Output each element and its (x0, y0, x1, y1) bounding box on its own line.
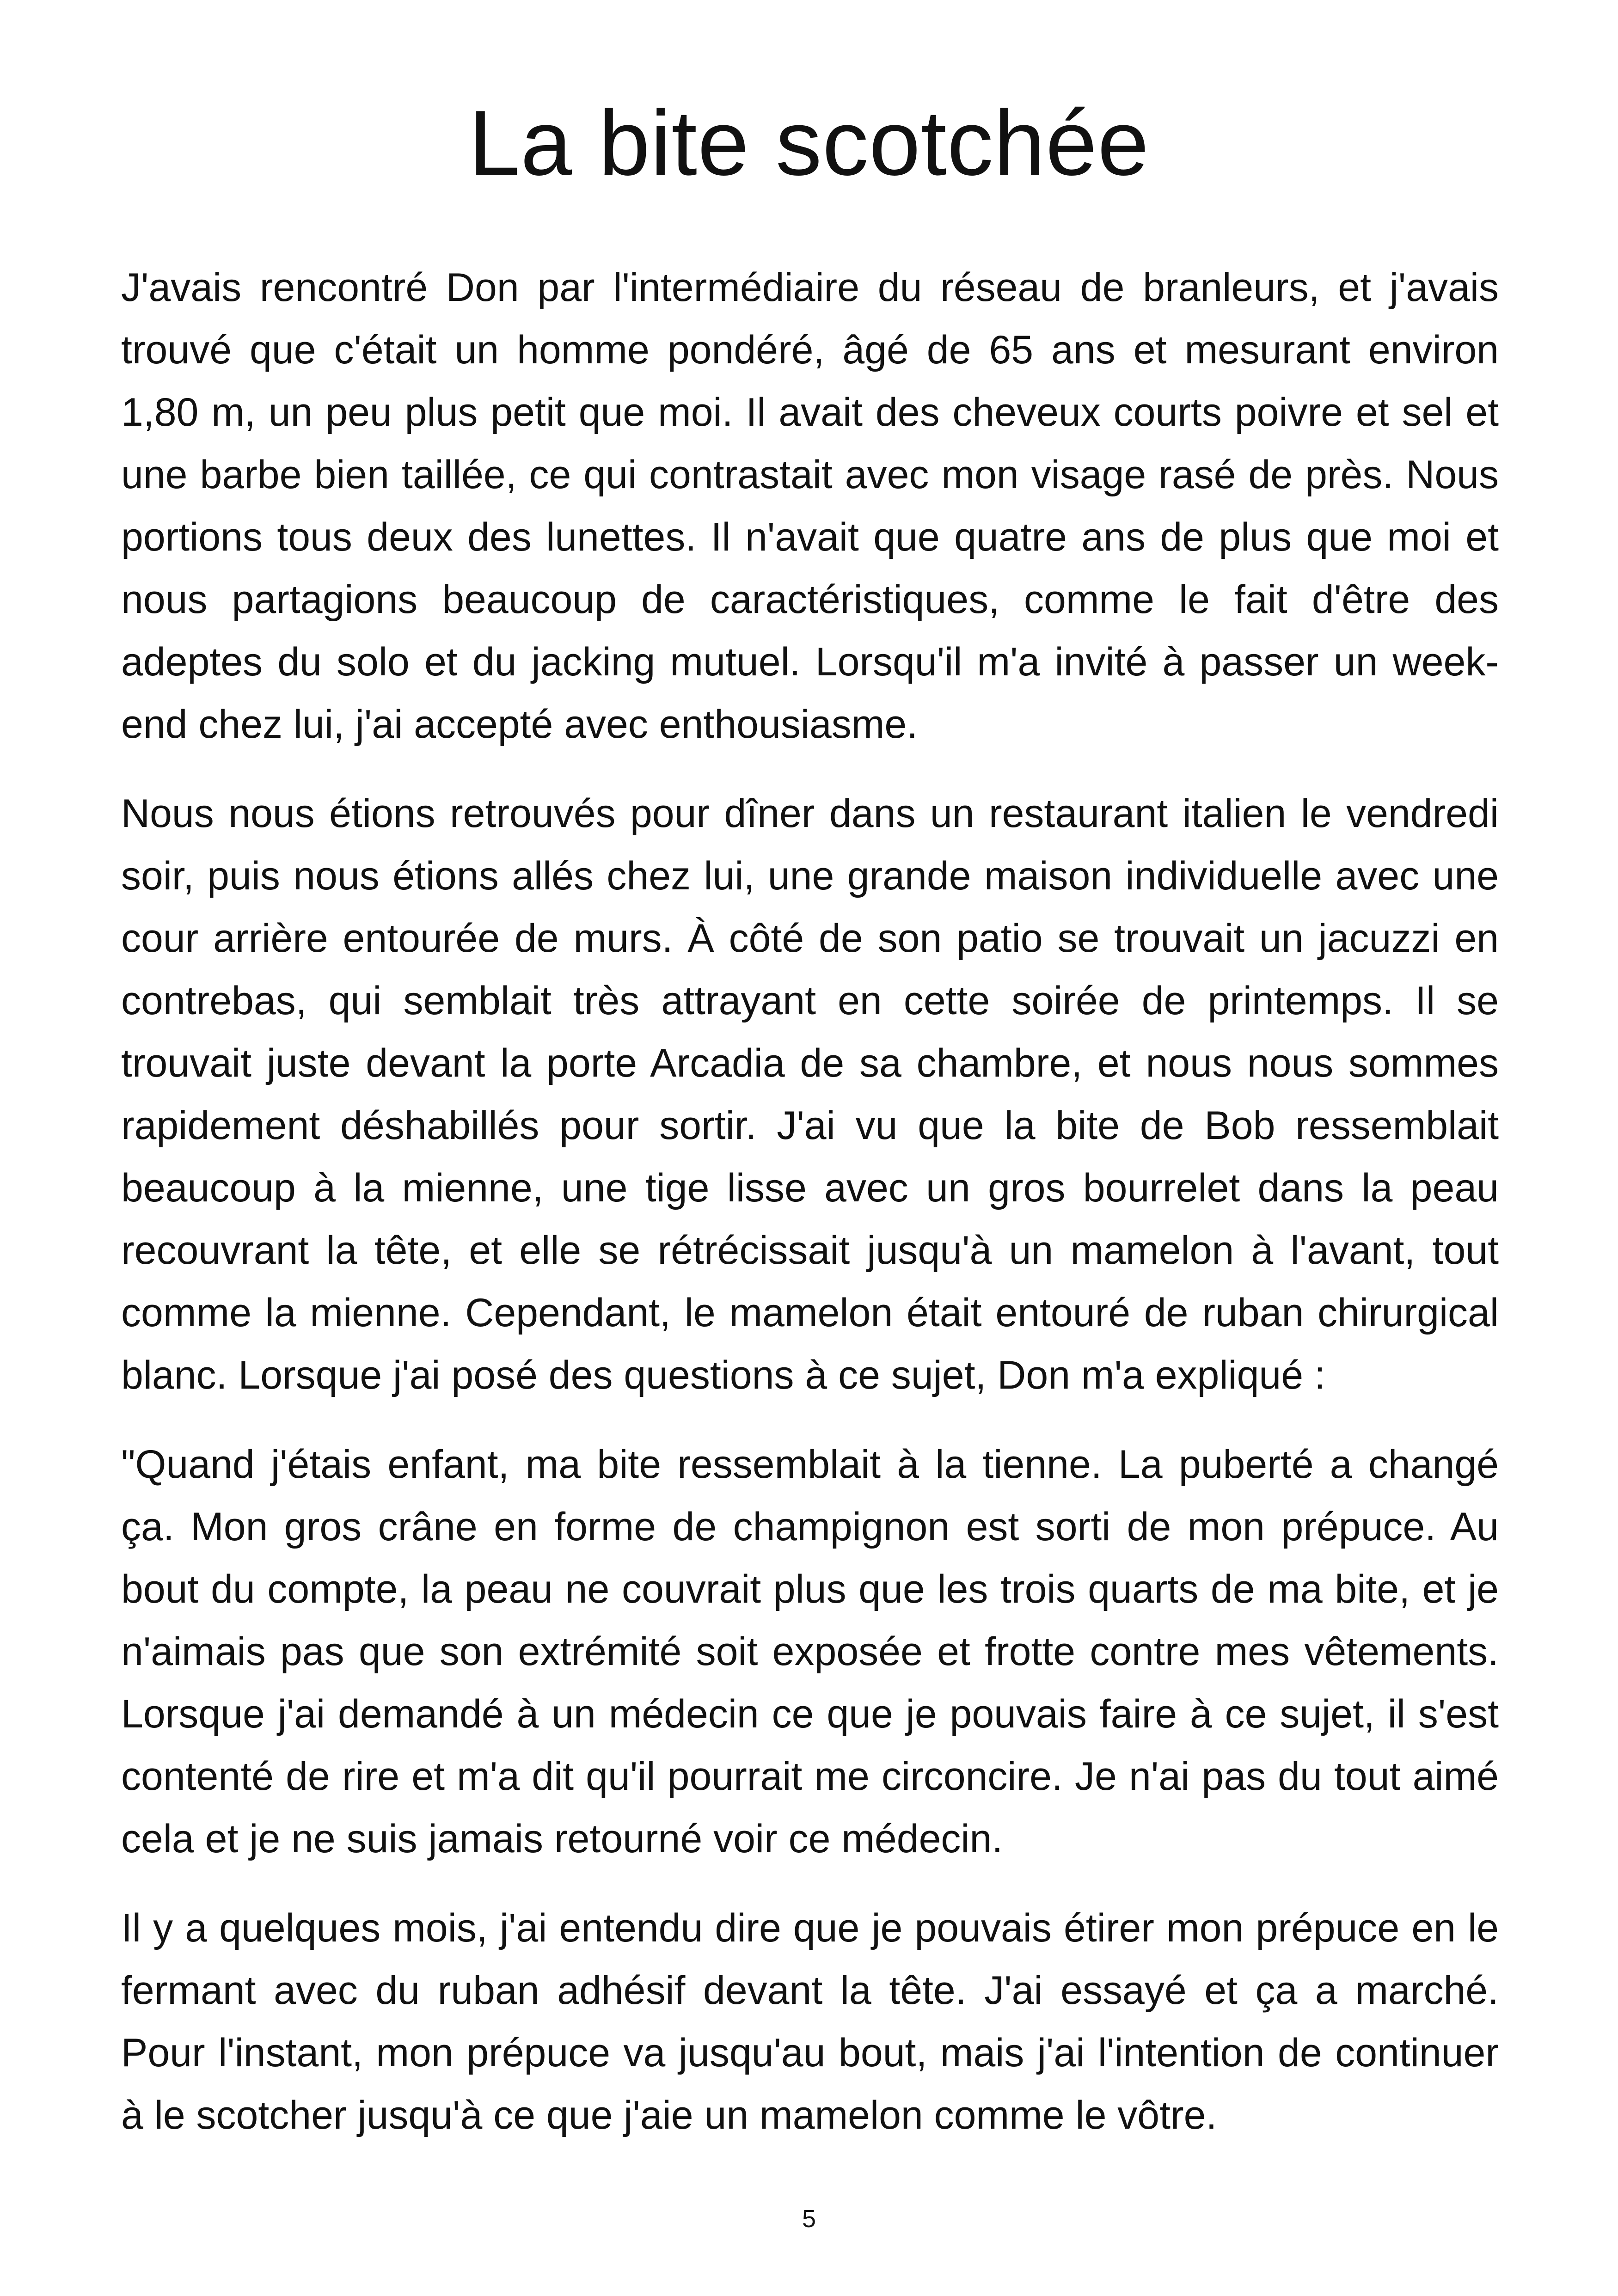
paragraph: "Quand j'étais enfant, ma bite ressemblait à la tienne. La puberté a changé ça. Mon gros crâne en forme de champignon est sorti de mon prépuce. Au bout du compte, la peau ne couvrait plus que les trois quarts de ma bite, et je n'aimais pas que son extrémité soit exposée et frotte contre mes vêtements. Lorsque j'ai demandé à un médecin ce que je pouvais faire à ce sujet, il s'est contenté de rire et m'a dit qu'il pourrait me circoncire. Je n'ai pas du tout aimé cela et je ne suis jamais retourné voir ce médecin. (121, 1442, 1499, 1861)
document-title: La bite scotchée (468, 92, 1150, 195)
paragraph: Nous nous étions retrouvés pour dîner dans un restaurant italien le vendredi soir, puis nous étions allés chez lui, une grande maison individuelle avec une cour arrière entourée de murs. À côté de son patio se trouvait un jacuzzi en contrebas, qui semblait très attrayant en cette soirée de printemps. Il se trouvait juste devant la porte Arcadia de sa chambre, et nous nous sommes rapidement déshabillés pour sortir. J'ai vu que la bite de Bob ressemblait beaucoup à la mienne, une tige lisse avec un gros bourrelet dans la peau recouvrant la tête, et elle se rétrécissait jusqu'à un mamelon à l'avant, tout comme la mienne. Cependant, le mamelon était entouré de ruban chirurgical blanc. Lorsque j'ai posé des questions à ce sujet, Don m'a expliqué : (121, 791, 1499, 1397)
paragraph: Il y a quelques mois, j'ai entendu dire que je pouvais étirer mon prépuce en le fermant avec du ruban adhésif devant la tête. J'ai essayé et ça a marché. Pour l'instant, mon prépuce va jusqu'au bout, mais j'ai l'intention de continuer à le scotcher jusqu'à ce que j'aie un mamelon comme le vôtre. (121, 1906, 1499, 2137)
document-body (121, 257, 1499, 2174)
page-number: 5 (802, 2205, 816, 2233)
paragraph: J'avais rencontré Don par l'intermédiaire du réseau de branleurs, et j'avais trouvé que c'était un homme pondéré, âgé de 65 ans et mesurant environ 1,80 m, un peu plus petit que moi. Il avait des cheveux courts poivre et sel et une barbe bien taillée, ce qui contrastait avec mon visage rasé de près. Nous portions tous deux des lunettes. Il n'avait que quatre ans de plus que moi et nous partagions beaucoup de caractéristiques, comme le fait d'être des adeptes du solo et du jacking mutuel. Lorsqu'il m'a invité à passer un week-end chez lui, j'ai accepté avec enthousiasme. (121, 265, 1499, 747)
